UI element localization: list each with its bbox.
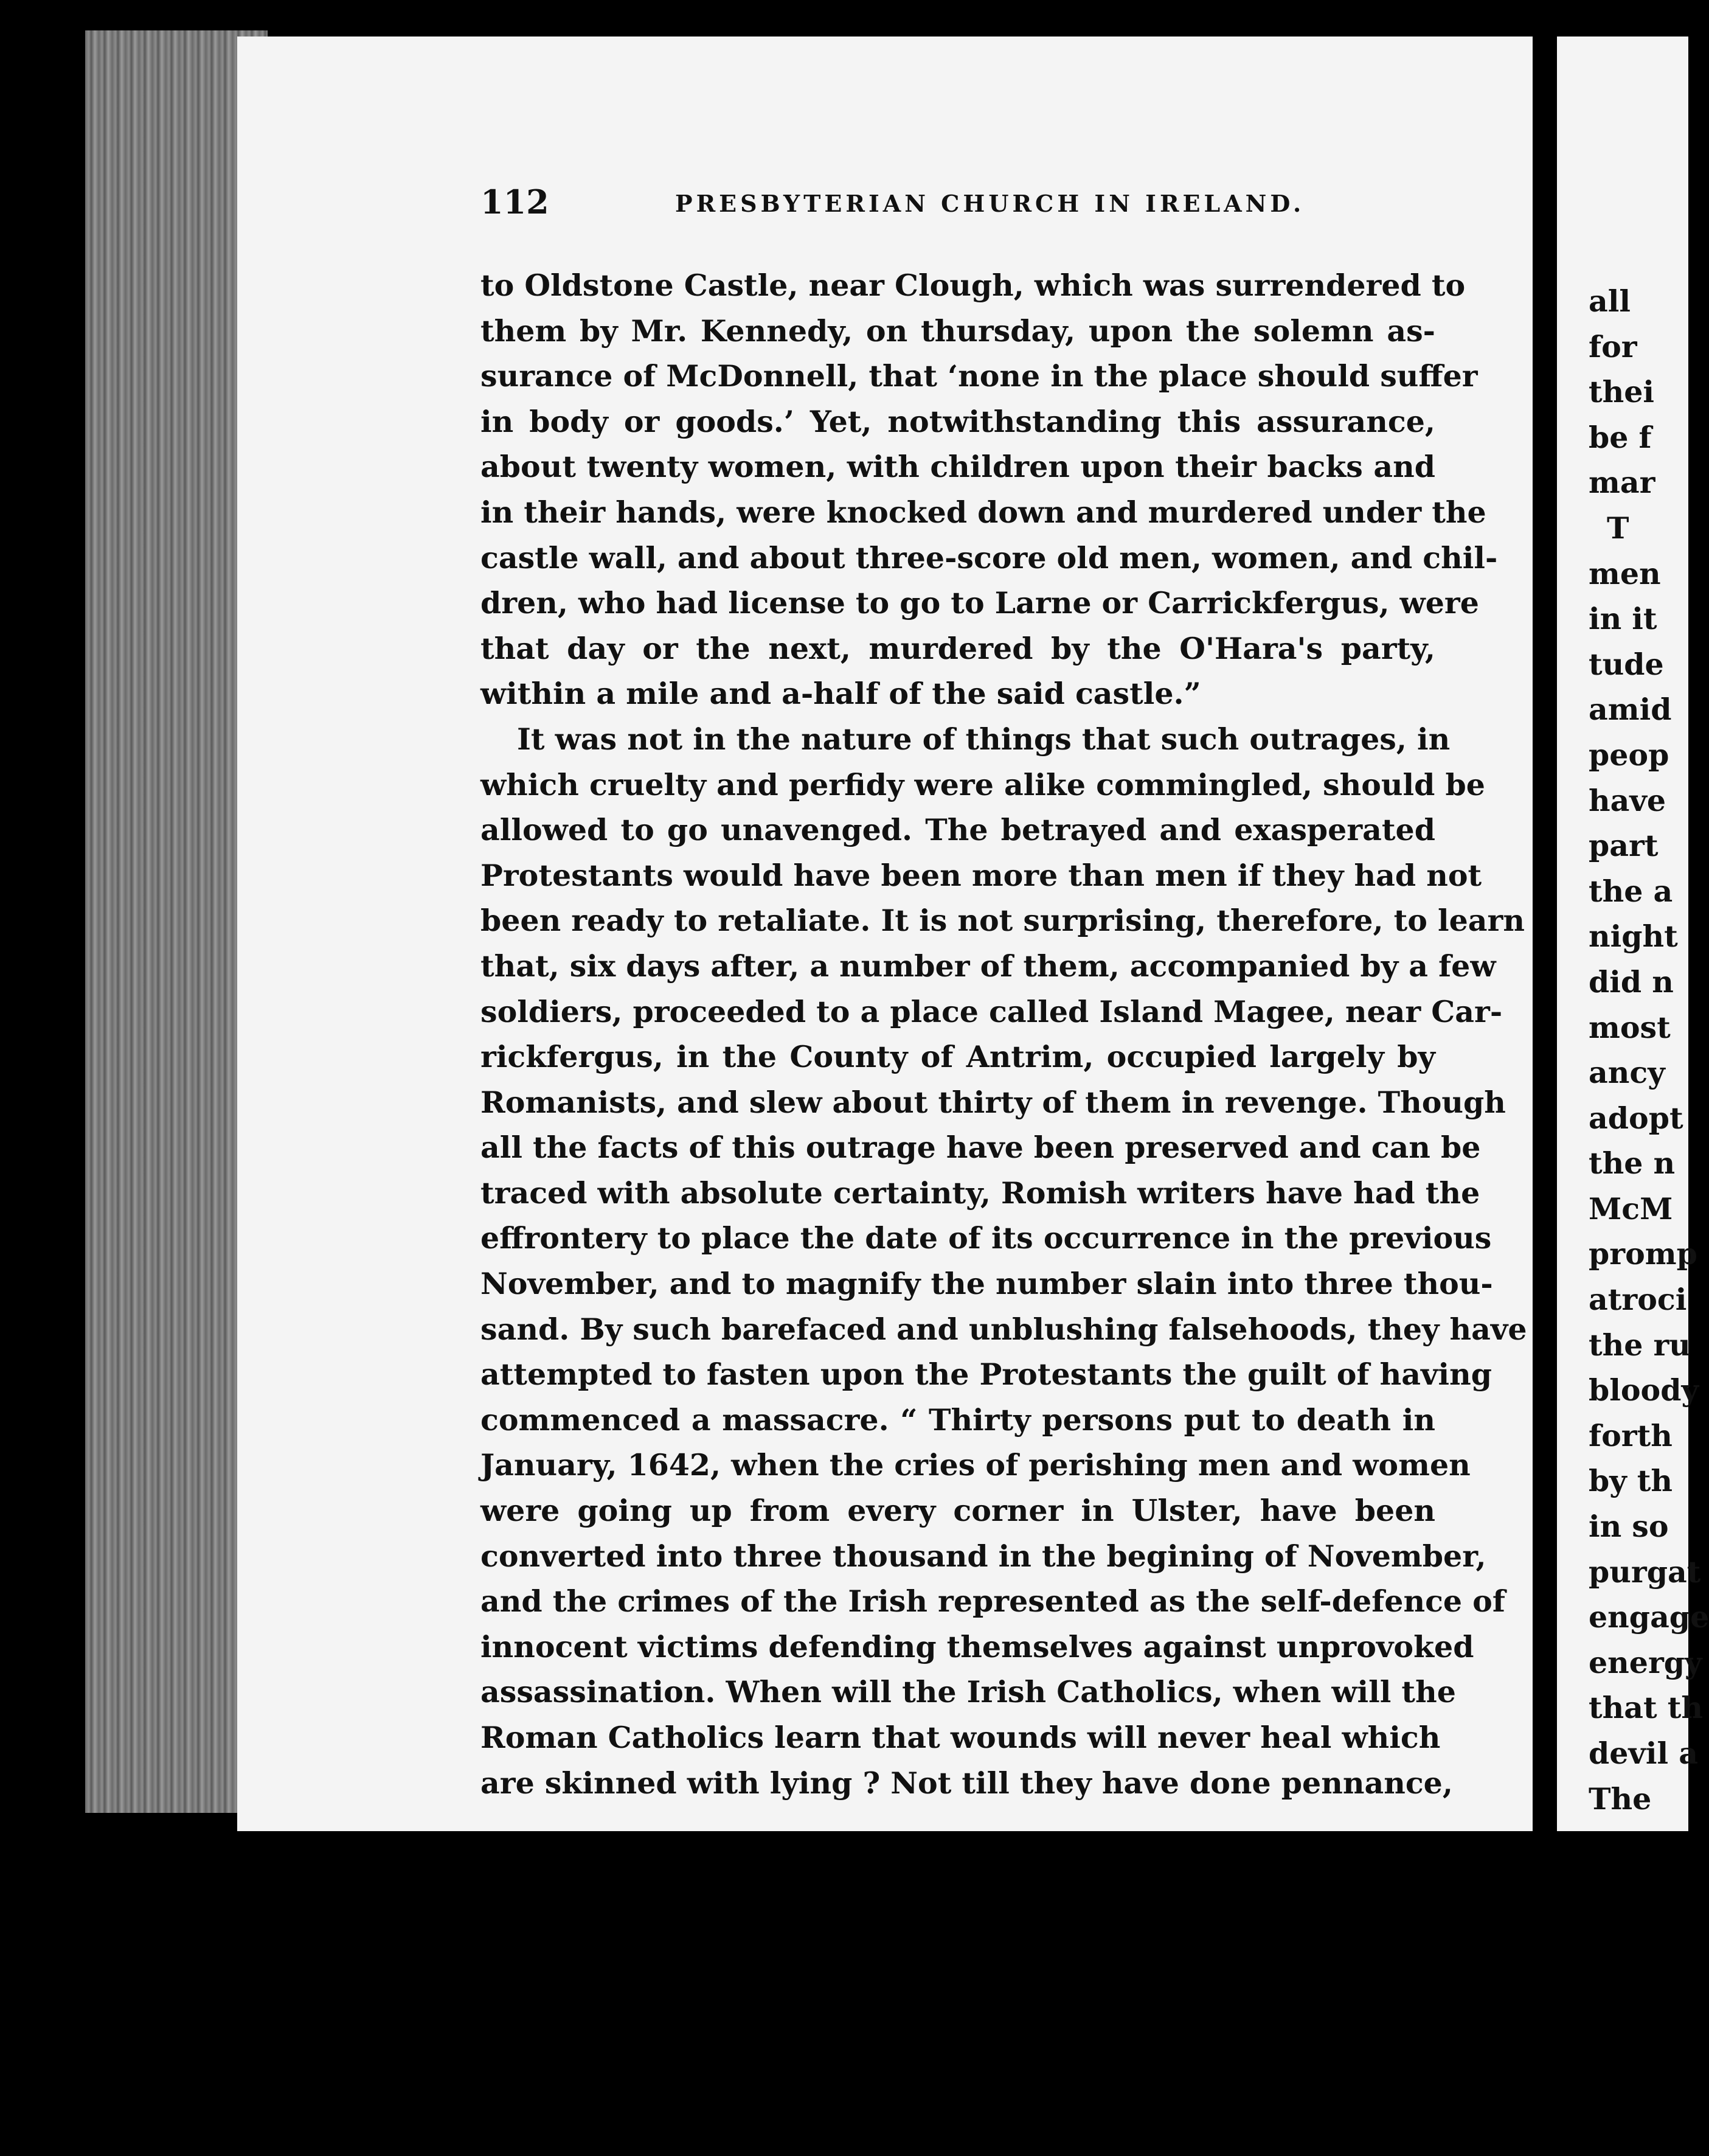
right-text-line: that th [1589, 1690, 1703, 1726]
right-text-line: night [1589, 919, 1678, 955]
body-text [480, 263, 1527, 1806]
right-text-line: purgat [1589, 1554, 1701, 1590]
text-line: traced with absolute certainty, Romish writers have had the [480, 1175, 1480, 1211]
text-line: Protestants would have been more than men if they had not [480, 857, 1482, 893]
text-line: effrontery to place the date of its occurrence in the previous [480, 1220, 1492, 1256]
right-text-line: devil a [1589, 1736, 1698, 1771]
text-line: attempted to fasten upon the Protestants the guilt of having [480, 1357, 1492, 1393]
right-text-line: ancy [1589, 1055, 1665, 1091]
text-line: that day or the next, murdered by the O'Hara's party, [480, 630, 1435, 666]
text-line: in body or goods.’ Yet, notwithstanding this assurance, [480, 403, 1435, 439]
text-line: are skinned with lying ? Not till they have done pennance, [480, 1765, 1453, 1801]
right-text-line: in so [1589, 1509, 1669, 1545]
book-gutter [1533, 0, 1557, 2156]
text-line: November, and to magnify the number slain into three thou- [480, 1266, 1493, 1302]
text-line: innocent victims defending themselves against unprovoked [480, 1629, 1474, 1664]
running-title: PRESBYTERIAN CHURCH IN IRELAND. [675, 190, 1305, 217]
right-text-line: promp [1589, 1236, 1697, 1272]
right-text-line: forth [1589, 1417, 1673, 1453]
right-text-line: in it [1589, 601, 1657, 637]
text-line: and the crimes of the Irish represented as the self-defence of [480, 1584, 1505, 1619]
right-text-line: part [1589, 828, 1659, 864]
text-line: them by Mr. Kennedy, on thursday, upon the solemn as- [480, 313, 1435, 349]
text-line: that, six days after, a number of them, accompanied by a few [480, 948, 1496, 984]
right-text-line: the a [1589, 873, 1673, 909]
text-line: been ready to retaliate. It is not surprising, therefore, to learn [480, 903, 1525, 939]
text-line: allowed to go unavenged. The betrayed and exasperated [480, 812, 1435, 848]
text-line: surance of McDonnell, that ‘none in the place should suffer [480, 358, 1478, 394]
right-text-line: most [1589, 1009, 1671, 1045]
right-text-line: tude [1589, 646, 1664, 682]
right-text-line: T [1607, 510, 1629, 546]
right-text-line: atroci [1589, 1282, 1687, 1318]
text-line: to Oldstone Castle, near Clough, which was surrendered to [480, 268, 1466, 303]
text-line: soldiers, proceeded to a place called Island Magee, near Car- [480, 993, 1503, 1029]
right-text-line: all [1589, 283, 1631, 319]
text-line: converted into three thousand in the begining of November, [480, 1538, 1486, 1574]
right-text-line: adopt [1589, 1100, 1683, 1136]
right-text-line: by th [1589, 1463, 1673, 1499]
right-text-line: for [1589, 329, 1637, 364]
right-text-line: The [1589, 1781, 1652, 1817]
right-text-line: men [1589, 555, 1661, 591]
right-text-line: the n [1589, 1146, 1676, 1181]
text-line: in their hands, were knocked down and murdered under the [480, 494, 1486, 530]
right-text-line: did n [1589, 964, 1674, 1000]
right-text-line: have [1589, 782, 1666, 818]
text-line: about twenty women, with children upon their backs and [480, 449, 1435, 485]
text-line: all the facts of this outrage have been preserved and can be [480, 1130, 1481, 1166]
text-line: castle wall, and about three-score old men, women, and chil- [480, 540, 1498, 576]
right-text-line: mar [1589, 465, 1655, 501]
right-text-line: energy [1589, 1644, 1702, 1680]
text-line: It was not in the nature of things that such outrages, in [517, 721, 1451, 757]
running-head [480, 176, 1435, 225]
right-text-line: bloody [1589, 1372, 1699, 1408]
text-line: were going up from every corner in Ulster, have been [480, 1493, 1435, 1529]
right-text-line: amid [1589, 692, 1672, 728]
right-text-line: the ru [1589, 1327, 1691, 1363]
text-line: dren, who had license to go to Larne or Carrickfergus, were [480, 585, 1479, 621]
text-line: Roman Catholics learn that wounds will never heal which [480, 1720, 1441, 1755]
text-line: within a mile and a-half of the said castle.” [480, 676, 1201, 712]
right-text-line: thei [1589, 374, 1655, 410]
text-line: assassination. When will the Irish Catholics, when will the [480, 1674, 1456, 1710]
text-line: January, 1642, when the cries of perishing men and women [480, 1447, 1471, 1483]
text-line: commenced a massacre. “ Thirty persons put to death in [480, 1402, 1435, 1438]
right-text-line: peop [1589, 737, 1669, 773]
text-line: sand. By such barefaced and unblushing falsehoods, they have [480, 1311, 1527, 1347]
right-text-line: be f [1589, 419, 1652, 455]
page-number: 112 [480, 183, 549, 221]
right-text-line: engage [1589, 1599, 1709, 1635]
text-line: Romanists, and slew about thirty of them in revenge. Though [480, 1084, 1506, 1120]
text-line: rickfergus, in the County of Antrim, occupied largely by [480, 1039, 1435, 1075]
text-line: which cruelty and perfidy were alike commingled, should be [480, 767, 1485, 802]
right-page-text [1589, 279, 1709, 1821]
right-text-line: McM [1589, 1191, 1673, 1226]
